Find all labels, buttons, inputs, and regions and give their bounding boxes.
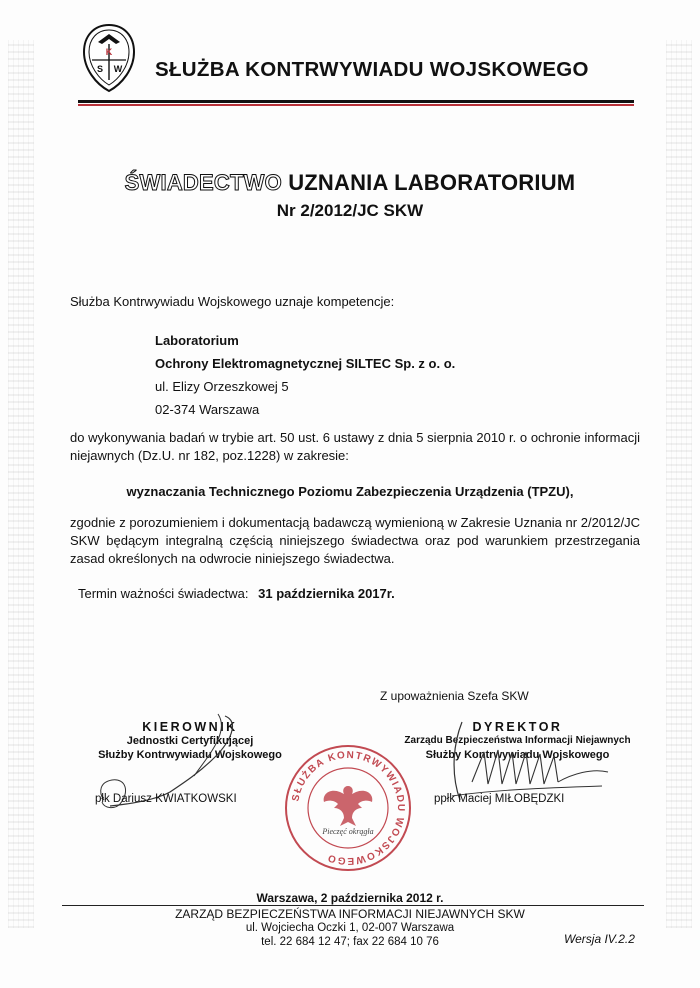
right-signatory-name: ppłk Maciej MIŁOBĘDZKI: [434, 793, 565, 805]
logo-letter-s: S: [96, 64, 104, 74]
logo-letter-w: W: [113, 64, 123, 74]
document-version: Wersja IV.2.2: [564, 932, 635, 946]
header-accent-divider: [78, 104, 634, 106]
agreement-text: zgodnie z porozumieniem i dokumentacją badawczą wymienioną w Zakresie Uznania nr 2/2012/JC SKW będącym integralną częścią niniejszego świadectwa oraz pod warunkiem przestrzegania zasad określonych na odwrocie niniejszego świadectwa.: [70, 515, 640, 566]
scope-item: wyznaczania Technicznego Poziomu Zabezpieczenia Urządzenia (TPZU),: [126, 484, 574, 499]
round-seal-stamp: [282, 742, 414, 874]
right-signatory-title: DYREKTOR: [472, 720, 563, 734]
scope-text: do wykonywania badań w trybie art. 50 ust. 6 ustawy z dnia 5 sierpnia 2010 r. o ochronie informacji niejawnych (Dz.U. nr 182, poz.1228) w zakresie:: [70, 430, 640, 463]
intro-text: Służba Kontrwywiadu Wojskowego uznaje kompetencje:: [70, 294, 395, 309]
left-signatory-title: KIEROWNIK: [142, 720, 238, 734]
lab-street: ul. Elizy Orzeszkowej 5: [155, 379, 289, 394]
right-signatory-org: Służby Kontrwywiadu Wojskowego: [425, 749, 610, 761]
agency-name: SŁUŻBA KONTRWYWIADU WOJSKOWEGO: [155, 58, 589, 81]
certificate-title-rest: UZNANIA LABORATORIUM: [288, 170, 576, 195]
lab-name-line1: Laboratorium: [155, 333, 239, 348]
validity-label: Termin ważności świadectwa:: [78, 586, 249, 601]
logo-letter-k: K: [105, 47, 113, 57]
skw-logo: [80, 22, 138, 94]
footer-divider: [62, 905, 644, 906]
seal-ring-text: SŁUŻBA KONTRWYWIADU WOJSKOWEGO: [290, 749, 407, 867]
lab-city: 02-374 Warszawa: [155, 402, 260, 417]
place-and-date: Warszawa, 2 października 2012 r.: [256, 891, 444, 905]
right-signatory-unit: Zarządu Bezpieczeństwa Informacji Niejawnych: [404, 735, 631, 746]
left-signatory-org: Służby Kontrwywiadu Wojskowego: [98, 749, 282, 761]
seal-center-text: Pieczęć okrągła: [322, 827, 374, 836]
authorization-note: Z upoważnienia Szefa SKW: [380, 689, 529, 703]
lab-name-line2: Ochrony Elektromagnetycznej SILTEC Sp. z o. o.: [155, 356, 456, 371]
certificate-number: Nr 2/2012/JC SKW: [276, 201, 424, 220]
footer-address: ul. Wojciecha Oczki 1, 02-007 Warszawa: [245, 922, 455, 934]
certificate-title-hollow: ŚWIADECTWO: [124, 170, 282, 195]
certificate-title: [0, 170, 700, 196]
left-signatory-unit: Jednostki Certyfikującej: [126, 735, 254, 747]
eagle-emblem-icon: [324, 786, 373, 826]
validity-row: [78, 586, 395, 601]
footer-organization: ZARZĄD BEZPIECZEŃSTWA INFORMACJI NIEJAWNYCH SKW: [175, 907, 525, 921]
header-divider: [78, 100, 634, 103]
footer-contact: tel. 22 684 12 47; fax 22 684 10 76: [261, 936, 439, 948]
left-signatory-name: płk Dariusz KWIATKOWSKI: [95, 793, 237, 805]
validity-date: 31 października 2017r.: [258, 586, 395, 601]
